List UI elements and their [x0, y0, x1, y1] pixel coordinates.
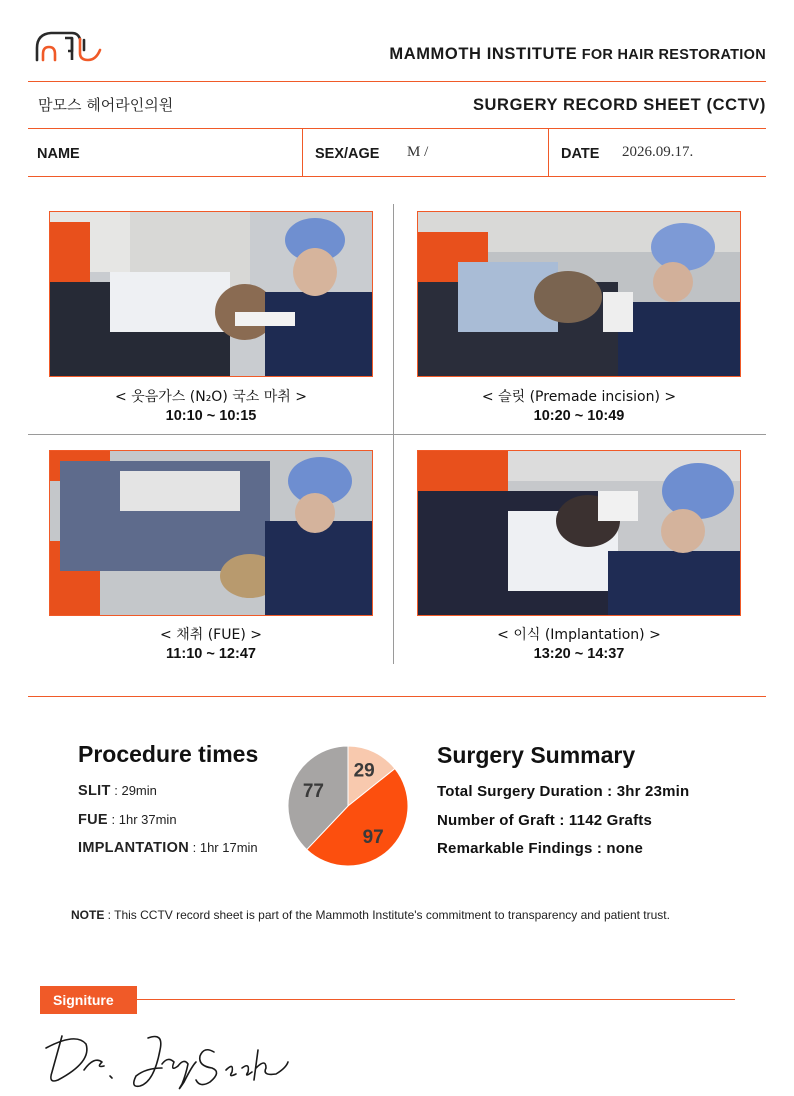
signature-label: Signiture [40, 986, 137, 1014]
sheet-title: SURGERY RECORD SHEET (CCTV) [472, 96, 766, 114]
handwritten-signature [36, 1022, 306, 1096]
grid-divider-horizontal [28, 434, 766, 435]
patient-rule [28, 176, 766, 177]
sexage-label: SEX/AGE [315, 146, 380, 162]
photo-caption [46, 388, 376, 426]
procedure-heading: Procedure times [78, 741, 259, 767]
sexage-value[interactable]: M / [407, 144, 429, 160]
note-label: NOTE [71, 908, 105, 922]
caption-time: 10:20 ~ 10:49 [533, 408, 625, 424]
note-text: : This CCTV record sheet is part of the Mammoth Institute's commitment to transparency and patient trust. [104, 908, 670, 922]
procedure-implantation [78, 840, 258, 856]
header-rule [28, 81, 766, 82]
photo-caption [414, 626, 744, 664]
pie-data-label: 29 [353, 760, 375, 782]
procedure-value: : 1hr 37min [107, 812, 177, 827]
procedure-label: FUE [78, 812, 108, 828]
caption-title: < 채취 (FUE) > [160, 627, 262, 643]
caption-time: 13:20 ~ 14:37 [533, 646, 625, 662]
summary-duration: Total Surgery Duration : 3hr 23min [437, 783, 690, 800]
procedure-value: : 29min [110, 783, 157, 798]
institute-sub: FOR HAIR RESTORATION [577, 47, 766, 63]
procedure-pie-chart [284, 742, 412, 870]
section-rule [28, 696, 766, 697]
photo-caption [414, 388, 744, 426]
summary-findings: Remarkable Findings : none [437, 840, 644, 857]
photo-anesthesia [49, 211, 373, 377]
pie-data-label: 97 [362, 826, 384, 848]
signature-line [137, 999, 735, 1000]
caption-time: 11:10 ~ 12:47 [166, 646, 256, 662]
procedure-fue [78, 812, 177, 828]
procedure-slit [78, 783, 157, 799]
photo-fue [49, 450, 373, 616]
summary-grafts: Number of Graft : 1142 Grafts [437, 812, 653, 829]
title-rule [28, 128, 766, 129]
caption-time: 10:10 ~ 10:15 [165, 408, 257, 424]
field-divider [302, 129, 303, 176]
procedure-value: : 1hr 17min [189, 840, 258, 855]
procedure-label: IMPLANTATION [78, 840, 189, 856]
summary-heading: Surgery Summary [437, 742, 636, 768]
caption-title: < 웃음가스 (N₂O) 국소 마취 > [115, 389, 307, 405]
clinic-name: 맘모스 헤어라인의원 [38, 96, 174, 114]
procedure-label: SLIT [78, 783, 111, 799]
photo-implantation [417, 450, 741, 616]
date-label: DATE [561, 146, 600, 162]
caption-title: < 슬릿 (Premade incision) > [481, 389, 677, 405]
photo-slit [417, 211, 741, 377]
mammoth-logo [34, 26, 108, 66]
field-divider [548, 129, 549, 176]
pie-data-label: 77 [302, 780, 325, 802]
name-label: NAME [37, 146, 80, 162]
photo-caption [46, 626, 376, 664]
institute-name [389, 45, 766, 64]
note [71, 908, 670, 922]
caption-title: < 이식 (Implantation) > [497, 627, 661, 643]
date-value[interactable]: 2026.09.17. [622, 144, 694, 160]
institute-main: MAMMOTH INSTITUTE [389, 45, 578, 63]
